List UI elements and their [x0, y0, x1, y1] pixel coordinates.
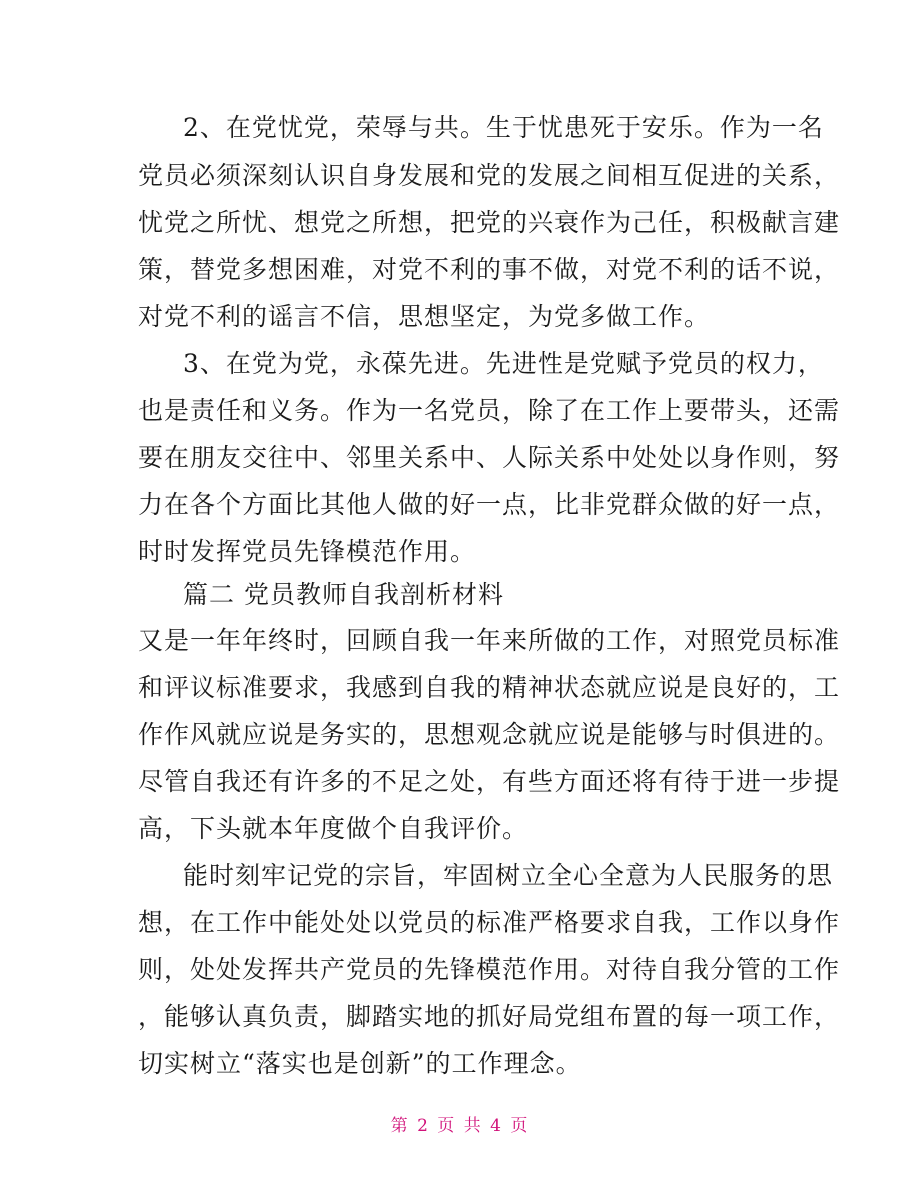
- text-line: 又是一年年终时，回顾自我一年来所做的工作，对照党员标准: [138, 626, 841, 655]
- text-line: 切实树立“落实也是创新”的工作理念。: [138, 1049, 582, 1078]
- text-line: 忧党之所忧、想党之所想，把党的兴衰作为己任，积极献言建: [138, 208, 841, 237]
- text-line: 想，在工作中能处处以党员的标准严格要求自我，工作以身作: [138, 908, 841, 937]
- text-line: 3、在党为党，永葆先进。先进性是党赋予党员的权力，: [183, 349, 824, 378]
- text-line: ，能够认真负责，脚踏实地的抓好局党组布置的每一项工作，: [138, 1002, 841, 1031]
- text-line: 尽管自我还有许多的不足之处，有些方面还将有待于进一步提: [138, 767, 841, 796]
- text-line: 时时发挥党员先锋模范作用。: [138, 537, 477, 566]
- text-line: 2、在党忧党，荣辱与共。生于忧患死于安乐。作为一名: [183, 113, 824, 142]
- text-line: 则，处处发挥共产党员的先锋模范作用。对待自我分管的工作: [138, 955, 841, 984]
- section-heading: 篇二 党员教师自我剖析材料: [183, 580, 504, 609]
- text-line: 也是责任和义务。作为一名党员，除了在工作上要带头，还需: [138, 396, 841, 425]
- text-line: 策，替党多想困难，对党不利的事不做，对党不利的话不说，: [138, 255, 841, 284]
- page-number-footer: 第 2 页 共 4 页: [390, 1116, 530, 1136]
- text-line: 和评议标准要求，我感到自我的精神状态就应说是良好的，工: [138, 673, 841, 702]
- text-line: 对党不利的谣言不信，思想坚定，为党多做工作。: [138, 302, 711, 331]
- text-line: 党员必须深刻认识自身发展和党的发展之间相互促进的关系，: [138, 161, 841, 190]
- text-line: 要在朋友交往中、邻里关系中、人际关系中处处以身作则，努: [138, 443, 841, 472]
- text-line: 能时刻牢记党的宗旨，牢固树立全心全意为人民服务的思: [183, 861, 834, 890]
- text-line: 力在各个方面比其他人做的好一点，比非党群众做的好一点，: [138, 490, 841, 519]
- text-line: 作作风就应说是务实的，思想观念就应说是能够与时俱进的。: [138, 720, 841, 749]
- text-line: 高，下头就本年度做个自我评价。: [138, 814, 529, 843]
